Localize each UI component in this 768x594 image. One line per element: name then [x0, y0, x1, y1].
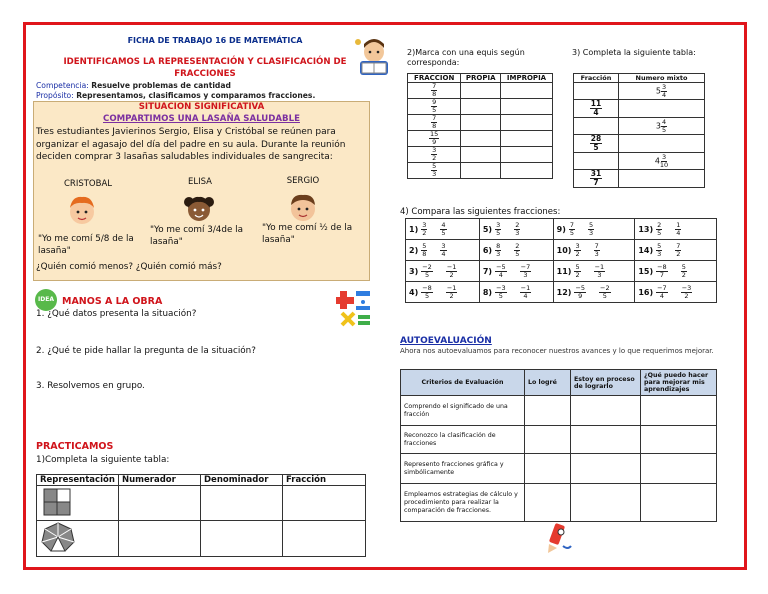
situacion-text: Tres estudiantes Javierinos Sergio, Elisa y Cristóbal se reúnen para organizar el agasajo del día del padre en su aula. Durante la reunión deciden comprar 3 lasañas saludables individuales de sangrecita: [36, 127, 346, 162]
mixto-cell[interactable] [619, 170, 705, 188]
fraction: $\frac{-7}{4}$ [657, 283, 667, 300]
numerador-cell[interactable] [119, 521, 201, 557]
fraction: $\frac{-5}{9}$ [575, 283, 586, 300]
compare-item[interactable] [553, 282, 635, 303]
mixto-cell [619, 153, 705, 170]
item-number: 8) [482, 287, 493, 297]
fraccion-cell[interactable] [283, 486, 366, 521]
propia-cell[interactable] [461, 99, 501, 115]
mixto-cell [619, 83, 705, 100]
table-header: Denominador [201, 475, 283, 486]
compare-item[interactable] [479, 261, 553, 282]
fraction-cell [408, 131, 461, 147]
fraction: $\frac{3}{2}$ [422, 220, 427, 237]
fraction: $\frac{-1}{2}$ [446, 262, 457, 279]
fraction: $\frac{-8}{5}$ [422, 283, 432, 300]
numero-mixto-table [573, 73, 705, 188]
fraction: $\frac{-1}{2}$ [446, 283, 457, 300]
question-3: 3. Resolvemos en grupo. [36, 381, 145, 391]
table-header: Estoy en proceso de lograrlo [571, 370, 641, 396]
fraction: $\frac{11}{4}$ [590, 99, 602, 117]
logre-cell[interactable] [525, 426, 571, 454]
compare-item[interactable] [553, 219, 635, 240]
table-row [408, 115, 553, 131]
compare-item[interactable] [406, 240, 480, 261]
propia-cell[interactable] [461, 163, 501, 179]
table-header: Fracción [283, 475, 366, 486]
fraccion-cell[interactable] [574, 83, 619, 100]
representation-table [36, 474, 366, 557]
table-header: PROPIA [461, 74, 501, 83]
table-row [401, 454, 717, 484]
mejorar-cell[interactable] [641, 484, 717, 522]
whole-part: 5 [655, 86, 661, 95]
manos-title: MANOS A LA OBRA [62, 296, 163, 307]
item-number: 6) [482, 245, 493, 255]
table-row [408, 83, 553, 99]
table-header: Representación [37, 475, 119, 486]
item-number: 7) [482, 266, 493, 276]
fraction: $\frac{1}{4}$ [676, 220, 681, 237]
table-row [406, 219, 717, 240]
fraction: $\frac{5}{2}$ [575, 262, 580, 279]
item-number: 4) [409, 287, 419, 297]
fraction: $\frac{5}{3}$ [589, 220, 594, 237]
fraction: $\frac{2}{3}$ [515, 220, 520, 237]
propia-cell[interactable] [461, 115, 501, 131]
criterio-cell: Represento fracciones gráfica y simbólicamente [401, 454, 525, 484]
compare-item[interactable] [406, 261, 480, 282]
fraction: $\frac{-1}{3}$ [594, 262, 605, 279]
elisa-face-icon [183, 190, 215, 226]
fraccion-cell [574, 100, 619, 118]
fraction-cell [408, 83, 461, 99]
fraction: $\frac{7}{2}$ [676, 241, 681, 258]
fraction: $\frac{31}{7}$ [590, 169, 602, 187]
fraction: $\frac{15}{9}$ [430, 130, 439, 146]
fraction: $\frac{7}{5}$ [569, 220, 575, 237]
logre-cell[interactable] [525, 484, 571, 522]
table-row [574, 100, 705, 118]
criterio-cell: Comprendo el significado de una fracción [401, 396, 525, 426]
mixto-cell [619, 118, 705, 135]
representation-cell [37, 521, 119, 557]
table-row [401, 484, 717, 522]
fraction: $\frac{5}{8}$ [422, 241, 427, 258]
table-header: Lo logré [525, 370, 571, 396]
table-header: Numero mixto [619, 74, 705, 83]
proceso-cell[interactable] [571, 426, 641, 454]
sergio-face-icon [287, 189, 319, 225]
table-header: ¿Qué puedo hacer para mejorar mis aprendizajes [641, 370, 717, 396]
logre-cell[interactable] [525, 396, 571, 426]
ej2-instruction: 2)Marca con una equis según corresponda: [407, 48, 525, 67]
propia-cell[interactable] [461, 147, 501, 163]
table-header: Fracción [574, 74, 619, 83]
fraction: $\frac{-1}{4}$ [520, 283, 531, 300]
denominador-cell[interactable] [201, 521, 283, 557]
compare-item[interactable] [553, 240, 635, 261]
compare-item[interactable] [635, 282, 717, 303]
compare-item[interactable] [406, 282, 480, 303]
kid-quote-sergio: "Yo me comí ½ de la lasaña" [262, 223, 353, 245]
compare-item[interactable] [635, 219, 717, 240]
fraction: $\frac{-7}{3}$ [520, 262, 531, 279]
kid-quote-elisa: "Yo me comí 3/4de la lasaña" [150, 225, 244, 247]
table-row [574, 118, 705, 135]
table-row [401, 396, 717, 426]
autoevaluacion-text: Ahora nos autoevaluamos para reconocer nuestros avances y lo que requerimos mejorar. [400, 347, 714, 355]
fraction-cell [408, 147, 461, 163]
question-2: 2. ¿Qué te pide hallar la pregunta de la situación? [36, 346, 256, 356]
table-row [406, 240, 717, 261]
page-title: FICHA DE TRABAJO 16 DE MATEMÁTICA [127, 36, 303, 45]
autoevaluacion-title: AUTOEVALUACIÓN [400, 336, 492, 346]
fraction: $\frac{3}{4}$ [661, 82, 667, 99]
item-number: 12) [556, 287, 572, 297]
fraction: $\frac{2}{5}$ [657, 220, 662, 237]
compare-fractions-table [405, 218, 717, 303]
item-number: 10) [556, 245, 572, 255]
fraccion-cell[interactable] [574, 153, 619, 170]
table-row [574, 83, 705, 100]
table-header: Criterios de Evaluación [401, 370, 525, 396]
fraction: $\frac{28}{5}$ [590, 134, 602, 152]
kid-quote-cristobal: "Yo me comí 5/8 de la lasaña" [38, 234, 134, 256]
fraction: $\frac{-3}{5}$ [496, 283, 506, 300]
fraction: $\frac{-5}{4}$ [496, 262, 506, 279]
impropia-cell[interactable] [501, 83, 553, 99]
whole-part: 4 [654, 156, 660, 165]
impropia-cell[interactable] [501, 131, 553, 147]
fraction: $\frac{2}{5}$ [515, 241, 520, 258]
fraction: $\frac{4}{5}$ [441, 220, 446, 237]
math-symbols-icon [336, 287, 372, 327]
fraction: $\frac{3}{4}$ [441, 241, 446, 258]
table-header: Numerador [119, 475, 201, 486]
ej4-instruction: 4) Compara las siguientes fracciones: [400, 207, 561, 217]
cristobal-face-icon [66, 192, 98, 228]
item-number: 9) [556, 224, 566, 234]
fraccion-cell[interactable] [574, 118, 619, 135]
table-row [574, 153, 705, 170]
table-row [401, 426, 717, 454]
impropia-cell[interactable] [501, 147, 553, 163]
kid-name-elisa: ELISA [188, 177, 212, 187]
whole-part: 3 [655, 121, 661, 130]
practicamos-title: PRACTICAMOS [36, 441, 114, 452]
table-row [37, 486, 366, 521]
fraction: $\frac{5}{3}$ [657, 241, 662, 258]
impropia-cell[interactable] [501, 115, 553, 131]
item-number: 14) [638, 245, 654, 255]
practicamos-instruction: 1)Completa la siguiente tabla: [36, 455, 170, 465]
kid-name-sergio: SERGIO [286, 176, 320, 186]
student-reading-icon [350, 34, 394, 78]
representation-cell [37, 486, 119, 521]
item-number: 3) [409, 266, 419, 276]
table-row [574, 170, 705, 188]
fraction: $\frac{5}{3}$ [432, 162, 437, 178]
impropia-cell[interactable] [501, 99, 553, 115]
table-row [406, 282, 717, 303]
item-number: 2) [409, 245, 419, 255]
fraccion-cell [574, 170, 619, 188]
fraction-cell [408, 115, 461, 131]
criterio-cell: Empleamos estrategias de cálculo y procedimiento para realizar la comparación de fracciones. [401, 484, 525, 522]
situacion-subtitle: COMPARTIMOS UNA LASAÑA SALUDABLE [103, 114, 300, 124]
item-number: 11) [556, 266, 572, 276]
idea-badge-icon: IDEA [35, 289, 57, 311]
item-number: 13) [638, 224, 654, 234]
mixto-cell[interactable] [619, 100, 705, 118]
item-number: 16) [638, 287, 654, 297]
fraction: $\frac{-8}{7}$ [657, 262, 667, 279]
fraction: $\frac{7}{8}$ [432, 114, 437, 130]
mixto-cell[interactable] [619, 135, 705, 153]
fraction: $\frac{3}{10}$ [659, 152, 669, 169]
table-row [408, 147, 553, 163]
compare-item[interactable] [635, 240, 717, 261]
criterio-cell: Reconozco la clasificación de fracciones [401, 426, 525, 454]
pencil-mascot-icon [543, 522, 573, 556]
table-row [408, 163, 553, 179]
table-row [408, 99, 553, 115]
fraction: $\frac{8}{3}$ [496, 241, 501, 258]
heptagon-fraction-icon [41, 522, 75, 552]
competencia: Competencia: Resuelve problemas de cantidad [36, 81, 231, 90]
fraccion-cell[interactable] [283, 521, 366, 557]
square-fraction-icon [43, 488, 73, 516]
propia-cell[interactable] [461, 131, 501, 147]
fraccion-cell [574, 135, 619, 153]
propia-cell[interactable] [461, 83, 501, 99]
fraction: $\frac{3}{2}$ [432, 146, 437, 162]
autoevaluacion-table [400, 369, 717, 522]
fraction: $\frac{3}{2}$ [575, 241, 580, 258]
situacion-question: ¿Quién comió menos? ¿Quién comió más? [36, 262, 222, 272]
item-number: 5) [482, 224, 493, 234]
fraction: $\frac{9}{5}$ [432, 98, 437, 114]
fraction: $\frac{-2}{5}$ [600, 283, 610, 300]
fraction: $\frac{-2}{5}$ [422, 262, 432, 279]
page-subtitle: IDENTIFICAMOS LA REPRESENTACIÓN Y CLASIFICACIÓN DE FRACCIONES [63, 57, 347, 79]
situacion-title: SITUACION SIGNIFICATIVA [138, 102, 265, 112]
propia-impropia-table [407, 73, 553, 179]
mejorar-cell[interactable] [641, 396, 717, 426]
item-number: 15) [638, 266, 654, 276]
fraction-cell [408, 99, 461, 115]
mejorar-cell[interactable] [641, 426, 717, 454]
fraction-cell [408, 163, 461, 179]
fraction: $\frac{4}{5}$ [661, 117, 667, 134]
item-number: 1) [409, 224, 419, 234]
table-row [37, 521, 366, 557]
denominador-cell[interactable] [201, 486, 283, 521]
proceso-cell[interactable] [571, 396, 641, 426]
table-row [574, 135, 705, 153]
table-header: IMPROPIA [501, 74, 553, 83]
table-row [406, 261, 717, 282]
fraction: $\frac{7}{3}$ [594, 241, 599, 258]
compare-item[interactable] [553, 261, 635, 282]
proceso-cell[interactable] [571, 454, 641, 484]
question-1: 1. ¿Qué datos presenta la situación? [36, 309, 197, 319]
ej3-instruction: 3) Completa la siguiente tabla: [572, 48, 696, 57]
compare-item[interactable] [635, 261, 717, 282]
numerador-cell[interactable] [119, 486, 201, 521]
fraction: $\frac{-3}{2}$ [681, 283, 692, 300]
table-row [408, 131, 553, 147]
logre-cell[interactable] [525, 454, 571, 484]
compare-item[interactable] [479, 219, 553, 240]
kid-name-cristobal: CRISTOBAL [63, 179, 112, 189]
impropia-cell[interactable] [501, 163, 553, 179]
compare-item[interactable] [479, 240, 553, 261]
proposito: Propósito: Representamos, clasificamos y comparamos fracciones. [36, 91, 316, 100]
proceso-cell[interactable] [571, 484, 641, 522]
compare-item[interactable] [479, 282, 553, 303]
mejorar-cell[interactable] [641, 454, 717, 484]
compare-item[interactable] [406, 219, 480, 240]
fraction: $\frac{7}{8}$ [432, 82, 437, 98]
fraction: $\frac{5}{2}$ [681, 262, 686, 279]
fraction: $\frac{3}{5}$ [496, 220, 501, 237]
table-header: FRACCION [408, 74, 461, 83]
